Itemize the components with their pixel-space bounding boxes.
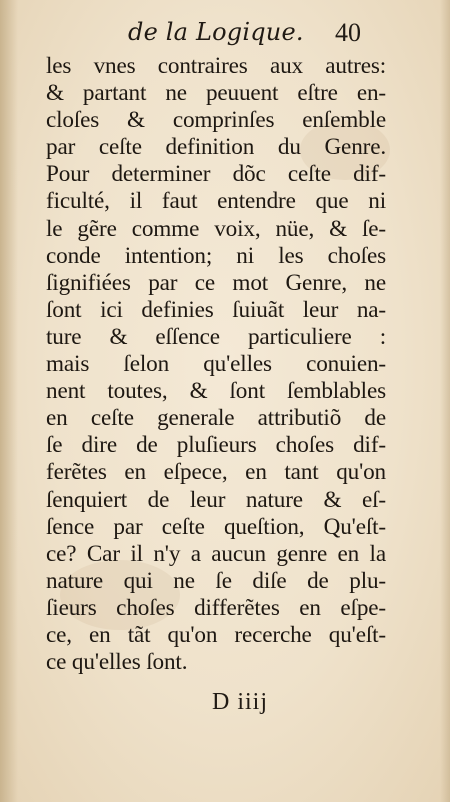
text-line: ſieurs choſes differẽtes en eſpe- <box>46 594 386 621</box>
text-line: ce? Car il n'y a aucun genre en la <box>46 540 386 567</box>
body-text <box>46 53 386 676</box>
text-line: ce, en tãt qu'on recerche qu'eſt- <box>46 621 386 648</box>
text-line: ferẽtes en eſpece, en tant qu'on <box>46 459 386 486</box>
running-head: de la Logique. <box>128 18 304 46</box>
text-line: conde intention; ni les choſes <box>46 242 386 269</box>
text-line: nent toutes, & ſont ſemblables <box>46 378 386 405</box>
text-line: & partant ne peuuent eſtre en- <box>46 80 386 107</box>
page-number: 40 <box>335 18 361 47</box>
text-line: ſont ici definies ſuiuãt leur na- <box>46 296 386 323</box>
spine-shadow <box>0 0 18 802</box>
text-line: ſence par ceſte queſtion, Qu'eſt- <box>46 513 386 540</box>
text-line: ficulté, il faut entendre que ni <box>46 188 386 215</box>
text-line: ſenquiert de leur nature & eſ- <box>46 486 386 513</box>
text-line: par ceſte definition du Genre. <box>46 134 386 161</box>
text-line: ſe dire de pluſieurs choſes dif- <box>46 432 386 459</box>
text-line: cloſes & comprinſes enſemble <box>46 107 386 134</box>
text-line: ture & eſſence particuliere : <box>46 323 386 350</box>
text-line: nature qui ne ſe diſe de plu- <box>46 567 386 594</box>
text-line: ce qu'elles ſont. <box>46 649 188 676</box>
page-edge-shadow <box>440 0 450 802</box>
text-line: en ceſte generale attributiõ de <box>46 405 386 432</box>
signature-mark: D iiij <box>212 689 269 715</box>
text-line: ſignifiées par ce mot Genre, ne <box>46 269 386 296</box>
text-line: les vnes contraires aux autres: <box>46 53 386 79</box>
text-line: Pour determiner dõc ceſte dif- <box>46 161 386 188</box>
text-line: mais ſelon qu'elles conuien- <box>46 351 386 378</box>
text-line: le gẽre comme voix, nüe, & ſe- <box>46 215 386 242</box>
page-header <box>128 18 378 52</box>
